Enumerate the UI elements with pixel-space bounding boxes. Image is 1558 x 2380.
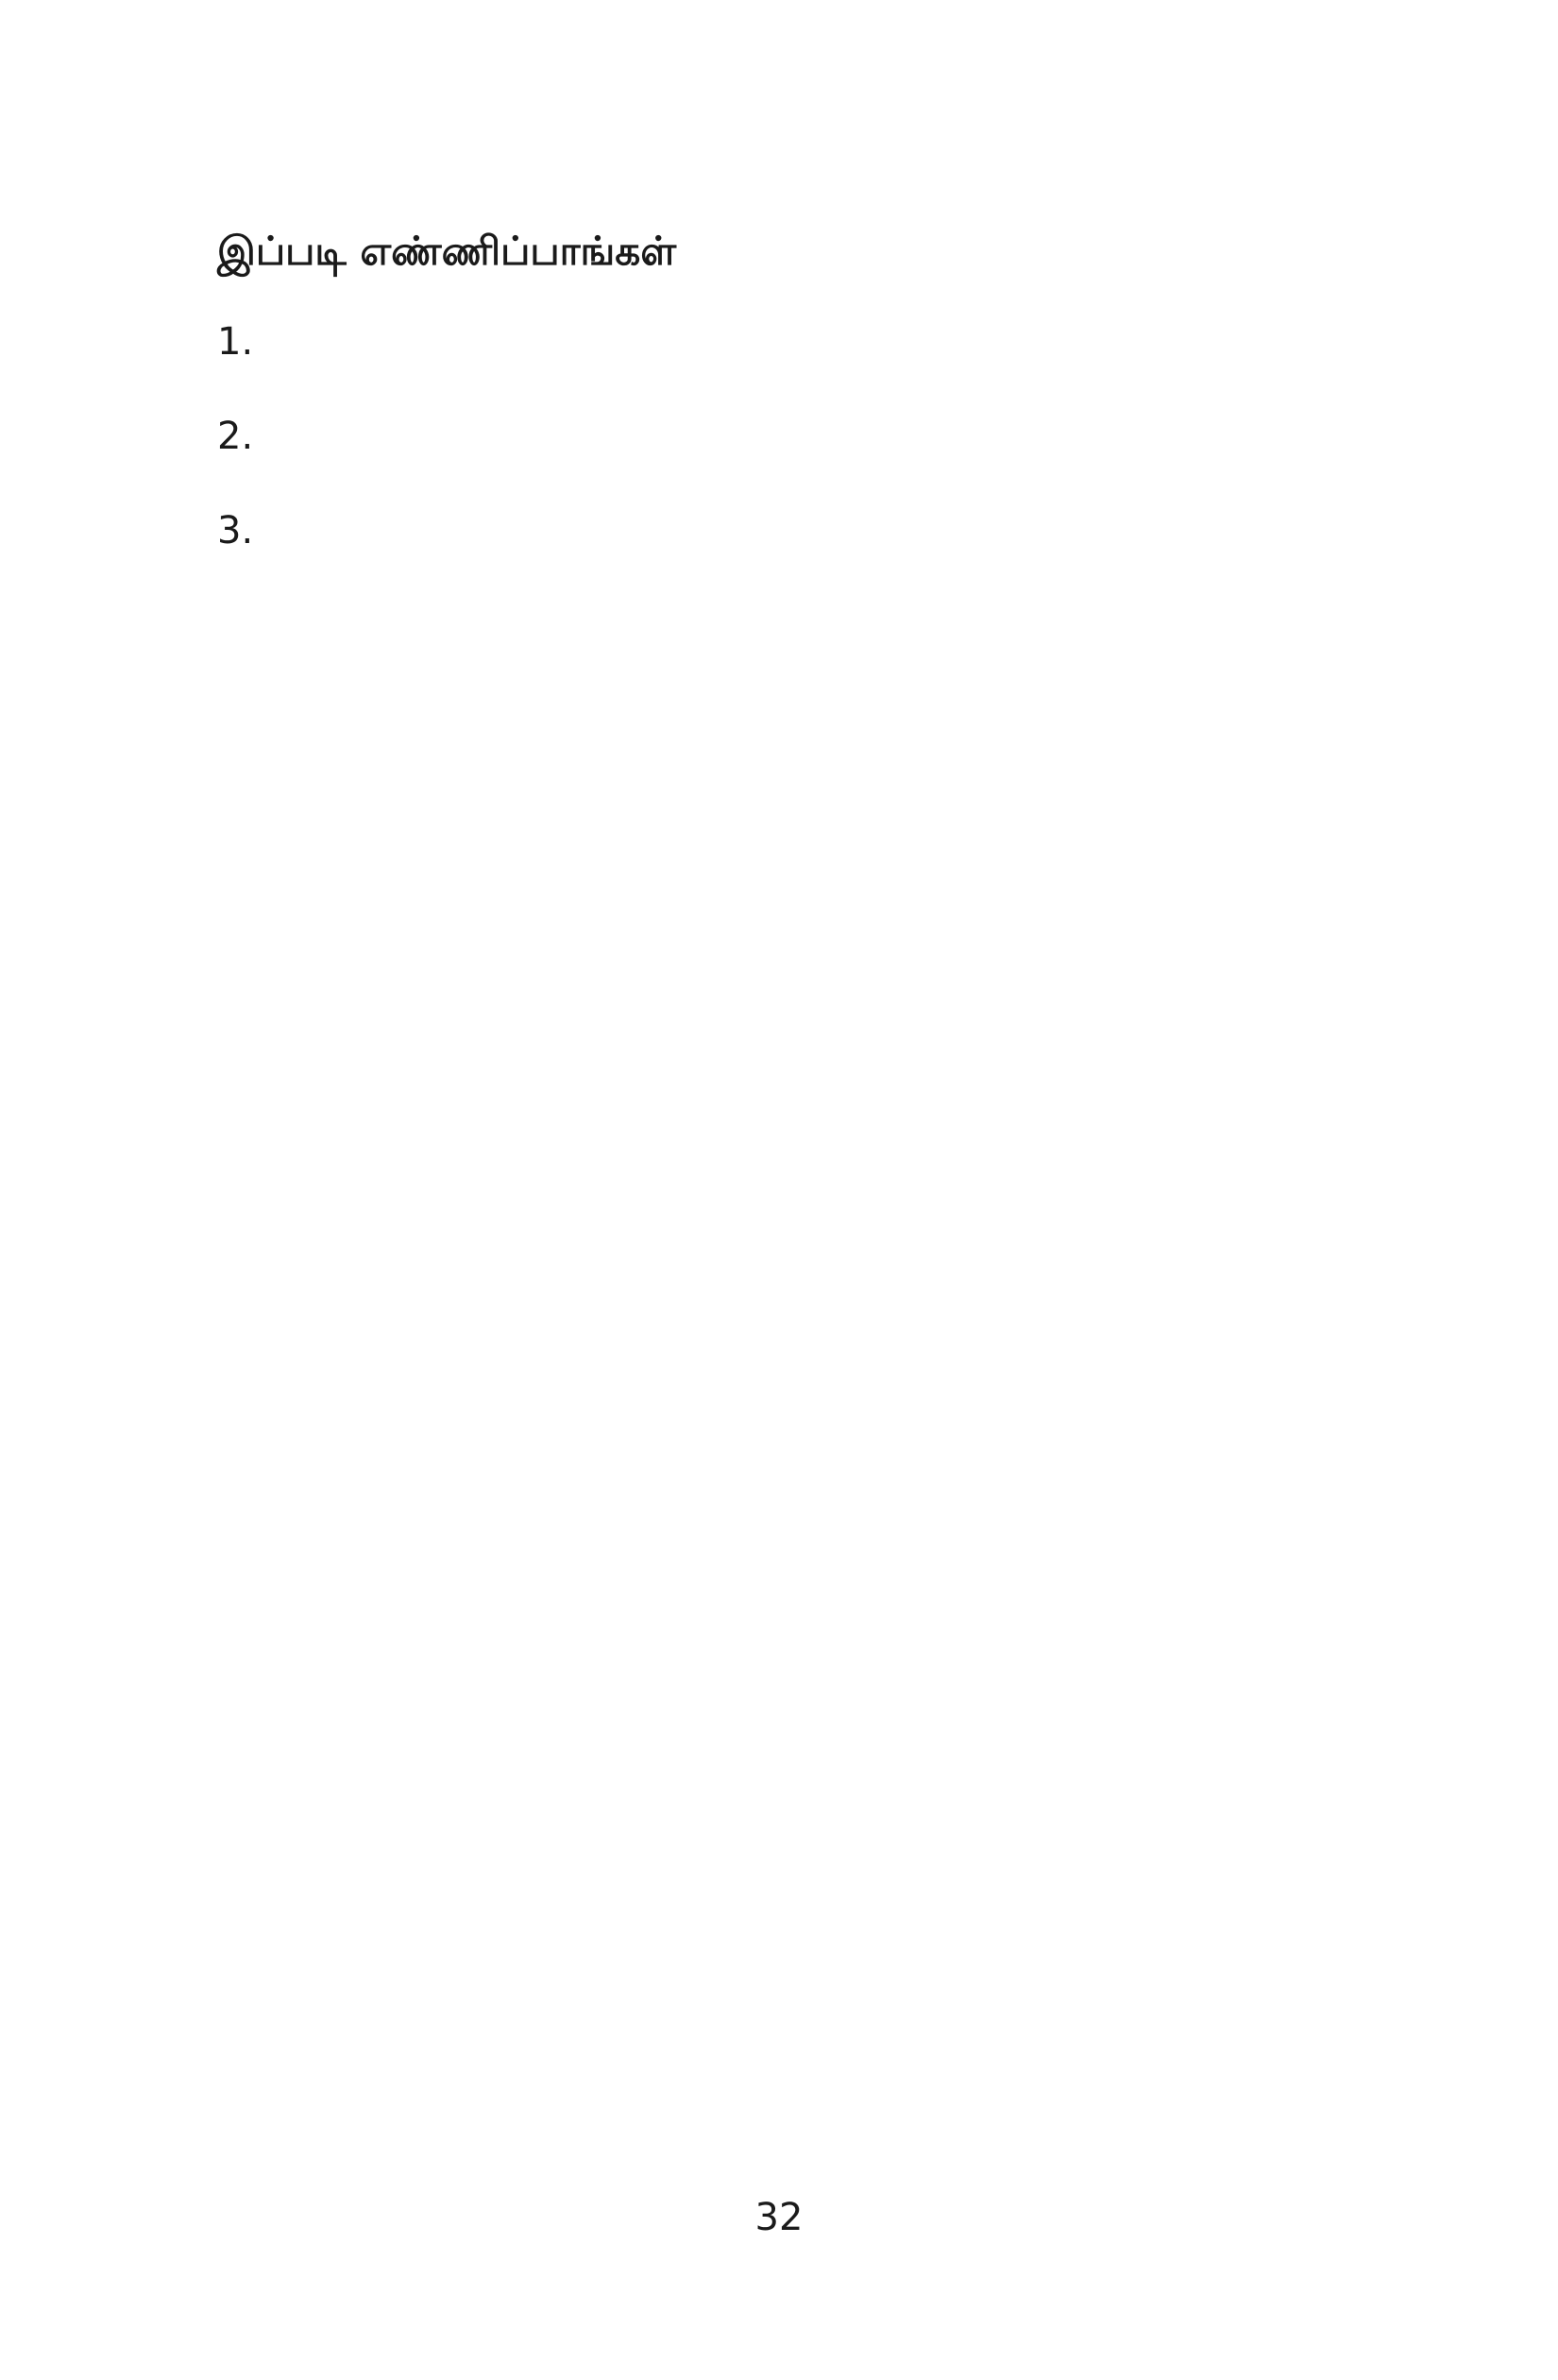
document-page: [217, 194, 1346, 597]
list-item-text: [312, 408, 1346, 465]
list-item: [217, 408, 1346, 465]
page-number: 32: [754, 2196, 804, 2239]
list-item-text: [312, 314, 1346, 370]
list-item-text: [312, 502, 1346, 559]
list-item-number: 1.: [217, 320, 254, 364]
section-heading: இப்படி எண்ணிப்பாங்கள்: [217, 228, 677, 274]
list-item: [217, 314, 1346, 370]
list-item: [217, 502, 1346, 559]
list-item-number: 2.: [217, 415, 254, 458]
list-item-number: 3.: [217, 509, 254, 552]
